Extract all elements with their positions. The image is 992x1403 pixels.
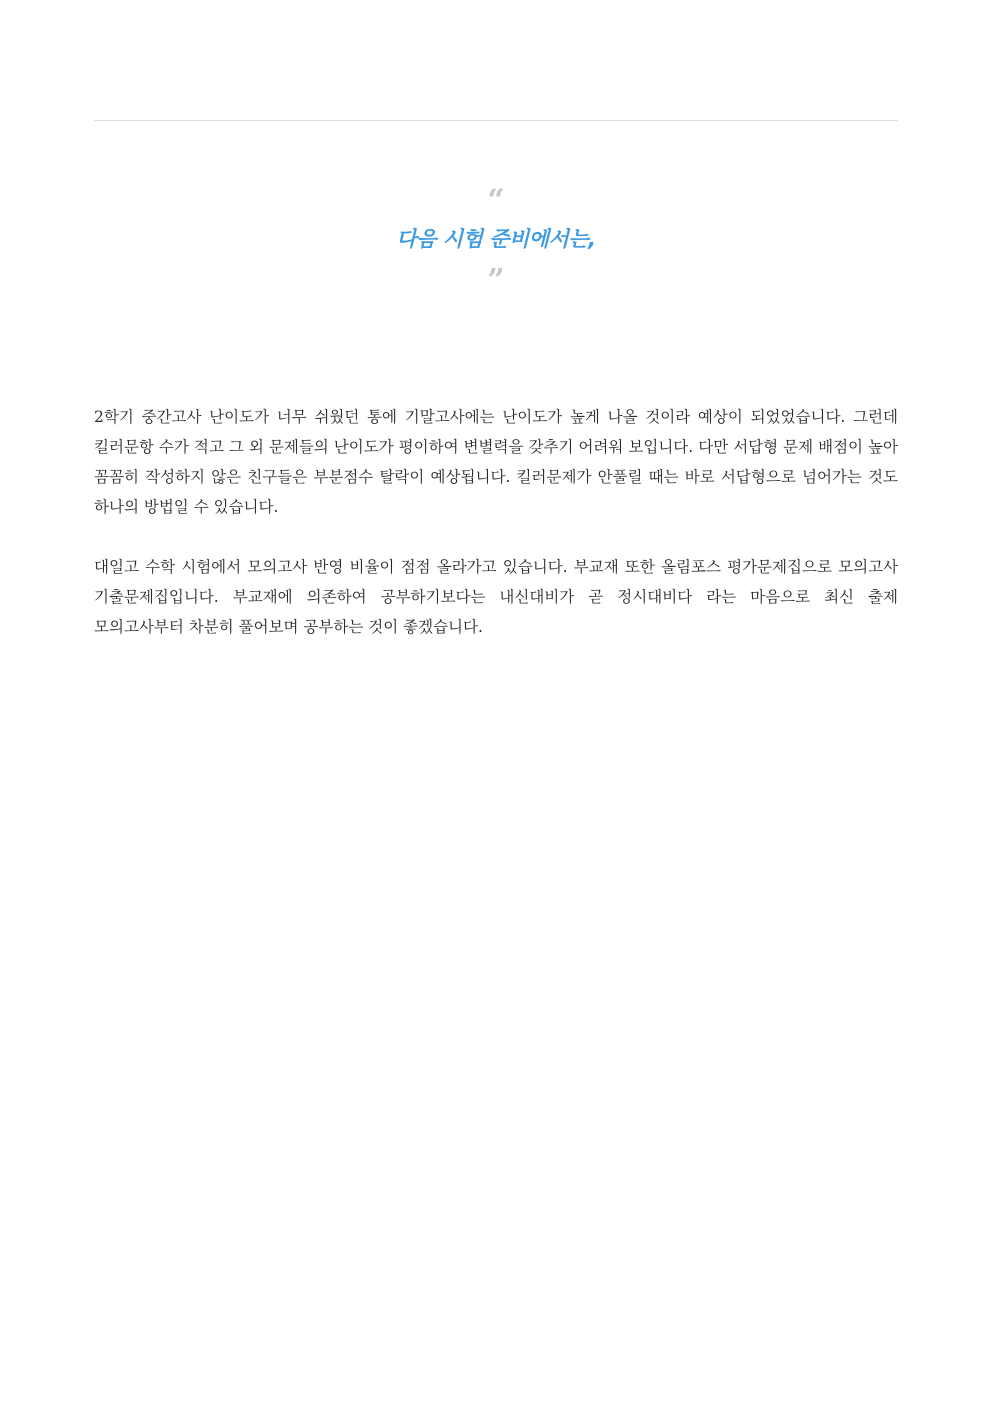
open-quote-icon: “ xyxy=(487,183,505,218)
top-divider xyxy=(94,120,898,121)
quote-heading: 다음 시험 준비에서는, xyxy=(396,227,596,251)
article-body xyxy=(94,402,898,642)
paragraph-exam-difficulty: 2학기 중간고사 난이도가 너무 쉬웠던 통에 기말고사에는 난이도가 높게 나올 것이라 예상이 되었었습니다. 그런데 킬러문항 수가 적고 그 외 문제들의 난이도가 평이하여 변별력을 갖추기 어려워 보입니다. 다만 서답형 문제 배점이 높아 꼼꼼히 작성하지 않은 친구들은 부분점수 탈락이 예상됩니다. 킬러문제가 안풀릴 때는 바로 서답형으로 넘어가는 것도 하나의 방법일 수 있습니다. xyxy=(94,408,898,516)
close-quote-icon: ” xyxy=(487,263,505,298)
pull-quote xyxy=(94,183,898,298)
paragraph-mock-exam-advice: 대일고 수학 시험에서 모의고사 반영 비율이 점점 올라가고 있습니다. 부교재 또한 올림포스 평가문제집으로 모의고사 기출문제집입니다. 부교재에 의존하여 공부하기보다는 내신대비가 곧 정시대비다 라는 마음으로 최신 출제 모의고사부터 차분히 풀어보며 공부하는 것이 좋겠습니다. xyxy=(94,558,898,636)
